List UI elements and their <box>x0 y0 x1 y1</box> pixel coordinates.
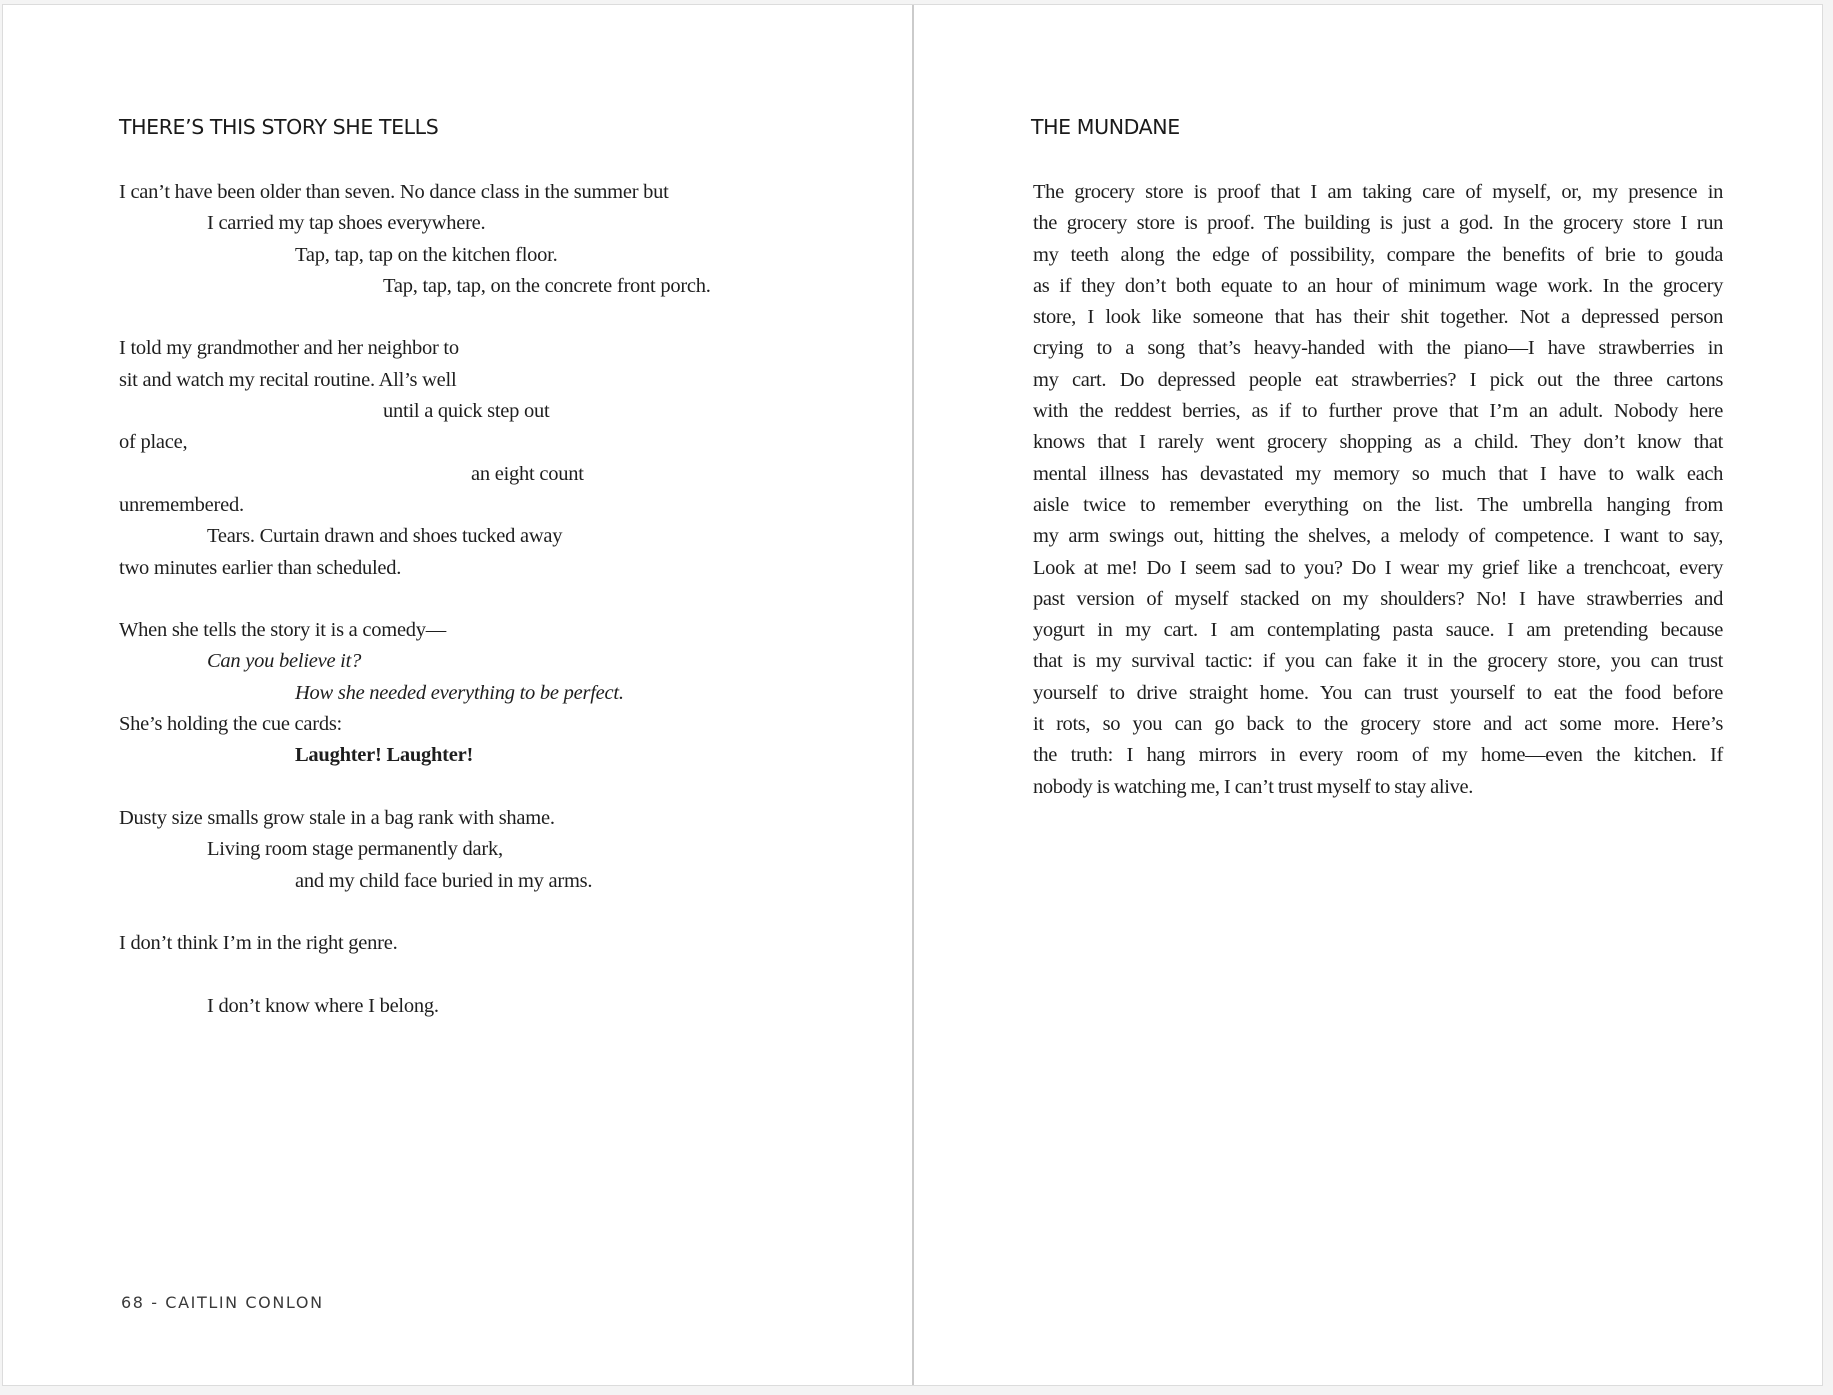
stanza-break <box>119 897 711 928</box>
poem-line: Tap, tap, tap on the kitchen floor. <box>295 243 558 266</box>
poem-line: of place, <box>119 431 188 454</box>
poem-line: How she needed everything to be perfect. <box>295 681 624 704</box>
stanza-break <box>119 584 711 615</box>
left-page <box>3 5 913 1385</box>
prose-line: store, I look like someone that has their shit together. Not a depressed person <box>1033 306 1723 329</box>
prose-line: mental illness has devastated my memory so much that I have to walk each <box>1033 462 1723 485</box>
poem-line: an eight count <box>471 462 584 485</box>
poem-line: I can’t have been older than seven. No dance class in the summer but <box>119 181 669 203</box>
stanza-break <box>119 302 711 333</box>
poem-line: She’s holding the cue cards: <box>119 713 343 736</box>
poem-line: I carried my tap shoes everywhere. <box>207 212 486 235</box>
poem-line: Tears. Curtain drawn and shoes tucked away <box>207 525 563 548</box>
prose-line: the grocery store is proof. The building is just a god. In the grocery store I run <box>1033 212 1723 235</box>
poem-line: and my child face buried in my arms. <box>295 869 593 892</box>
poem-line: sit and watch my recital routine. All’s well <box>119 368 457 391</box>
stanza-break <box>119 959 711 990</box>
prose-line: The grocery store is proof that I am taking care of myself, or, my presence in <box>1033 181 1723 203</box>
poem-line: unremembered. <box>119 493 244 516</box>
prose-line: nobody is watching me, I can’t trust myself to stay alive. <box>1033 775 1474 798</box>
prose-line: yourself to drive straight home. You can trust yourself to eat the food before <box>1033 681 1723 704</box>
book-spread <box>2 4 1823 1386</box>
prose-line: my teeth along the edge of possibility, compare the benefits of brie to gouda <box>1033 243 1723 266</box>
poem-line: Laughter! Laughter! <box>295 744 474 767</box>
poem-line: Living room stage permanently dark, <box>207 838 503 861</box>
poem-line: I don’t think I’m in the right genre. <box>119 932 398 955</box>
poem-body <box>119 177 711 1022</box>
right-page-title: THE MUNDANE <box>1031 115 1180 139</box>
poem-line: I don’t know where I belong. <box>207 994 439 1017</box>
poem-line: two minutes earlier than scheduled. <box>119 556 402 579</box>
prose-line: my arm swings out, hitting the shelves, a melody of competence. I want to say, <box>1033 525 1723 548</box>
poem-line: Tap, tap, tap, on the concrete front porch. <box>383 274 711 297</box>
left-page-title: THERE’S THIS STORY SHE TELLS <box>119 115 439 139</box>
prose-poem-body <box>1033 177 1723 803</box>
page-gutter-divider <box>912 5 914 1385</box>
prose-line: past version of myself stacked on my shoulders? No! I have strawberries and <box>1033 587 1723 610</box>
prose-line: yogurt in my cart. I am contemplating pasta sauce. I am pretending because <box>1033 619 1723 642</box>
prose-line: my cart. Do depressed people eat strawberries? I pick out the three cartons <box>1033 368 1723 391</box>
prose-line: knows that I rarely went grocery shopping as a child. They don’t know that <box>1033 431 1723 454</box>
prose-line: with the reddest berries, as if to further prove that I’m an adult. Nobody here <box>1033 400 1723 423</box>
page-footer-folio: 68 - CAITLIN CONLON <box>121 1293 324 1312</box>
prose-line: it rots, so you can go back to the grocery store and act some more. Here’s <box>1033 713 1723 736</box>
prose-line: crying to a song that’s heavy-handed with the piano—I have strawberries in <box>1033 337 1723 360</box>
poem-line: Dusty size smalls grow stale in a bag rank with shame. <box>119 806 555 829</box>
poem-line: I told my grandmother and her neighbor to <box>119 337 459 360</box>
prose-line: as if they don’t both equate to an hour of minimum wage work. In the grocery <box>1033 274 1723 297</box>
poem-line: When she tells the story it is a comedy— <box>119 619 447 642</box>
right-page <box>915 5 1824 1385</box>
poem-line: Can you believe it? <box>207 650 362 673</box>
prose-line: the truth: I hang mirrors in every room of my home—even the kitchen. If <box>1033 744 1723 767</box>
prose-line: that is my survival tactic: if you can fake it in the grocery store, you can trust <box>1033 650 1723 673</box>
stanza-break <box>119 772 711 803</box>
poem-line: until a quick step out <box>383 400 550 423</box>
prose-line: aisle twice to remember everything on the list. The umbrella hanging from <box>1033 493 1723 516</box>
prose-line: Look at me! Do I seem sad to you? Do I wear my grief like a trenchcoat, every <box>1033 556 1723 579</box>
